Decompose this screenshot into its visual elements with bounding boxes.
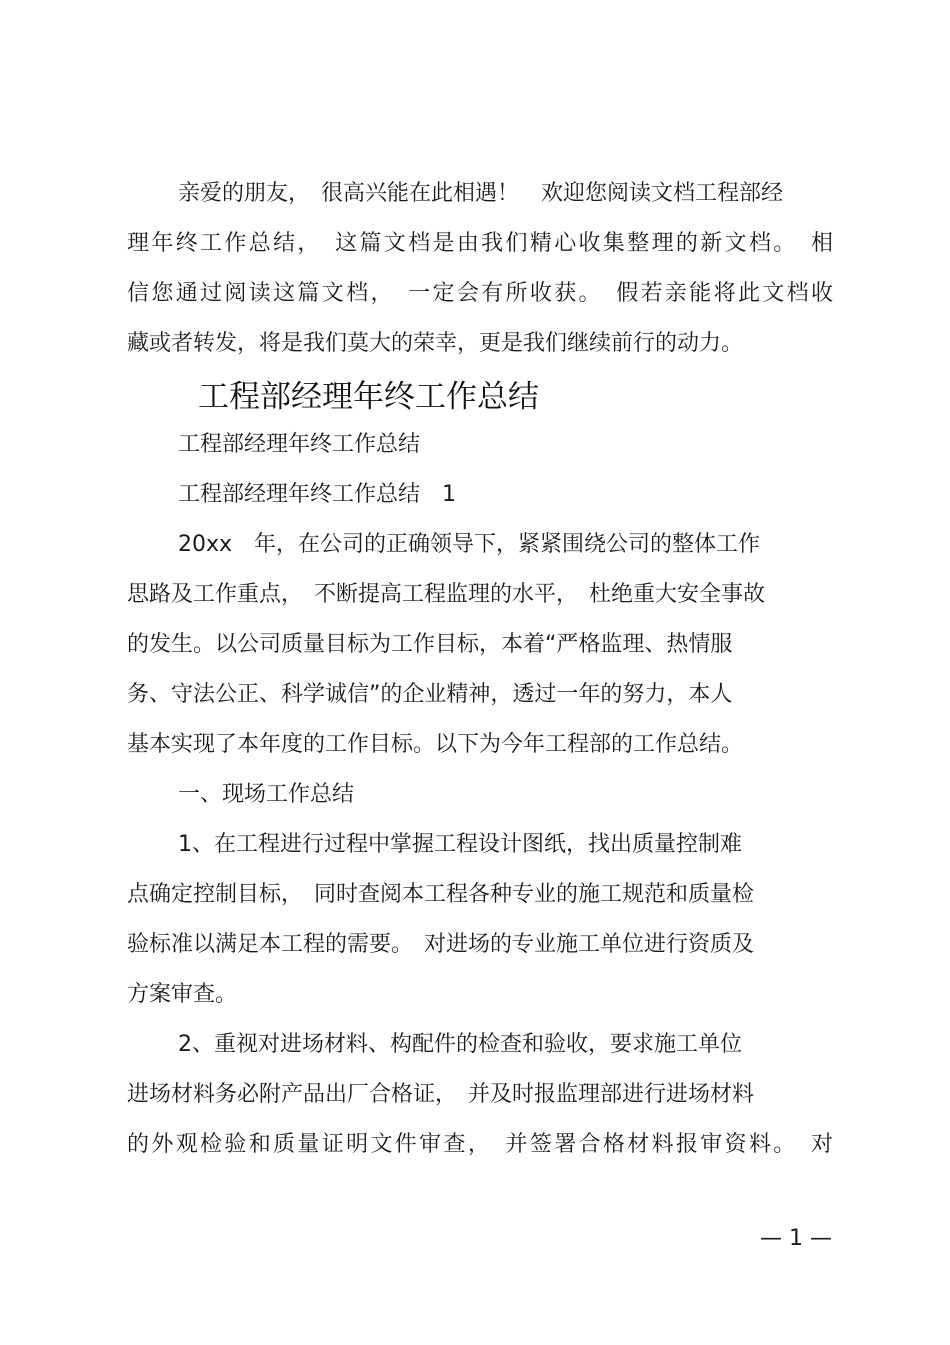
item-line: 2、重视对进场材料、构配件的检查和验收，要求施工单位 <box>178 1032 742 1057</box>
item-line: 点确定控制目标， 同时查阅本工程各种专业的施工规范和质量检 <box>127 882 755 907</box>
item-line: 1、在工程进行过程中掌握工程设计图纸，找出质量控制难 <box>178 832 742 857</box>
item-line: 的外观检验和质量证明文件审查， 并签署合格材料报审资料。 对 <box>127 1132 833 1157</box>
item-line: 验标准以满足本工程的需要。 对进场的专业施工单位进行资质及 <box>127 932 755 957</box>
item-line: 方案审查。 <box>127 982 238 1007</box>
section-heading: 工程部经理年终工作总结 1 <box>178 482 456 507</box>
intro-line-4: 藏或者转发，将是我们莫大的荣幸，更是我们继续前行的动力。 <box>127 331 744 356</box>
paragraph-line: 的发生。以公司质量目标为工作目标，本着“严格监理、热情服 <box>127 632 733 657</box>
document-title: 工程部经理年终工作总结 <box>198 379 539 415</box>
paragraph-line: 思路及工作重点， 不断提高工程监理的水平， 杜绝重大安全事故 <box>127 582 766 607</box>
page-number: — 1 — <box>760 1226 832 1251</box>
intro-line-1: 亲爱的朋友， 很高兴能在此相遇！ 欢迎您阅读文档工程部经 <box>178 181 784 206</box>
paragraph-line: 务、守法公正、科学诚信”的企业精神，透过一年的努力，本人 <box>127 682 733 707</box>
intro-line-2: 理年终工作总结， 这篇文档是由我们精心收集整理的新文档。 相 <box>127 231 833 256</box>
item-line: 进场材料务必附产品出厂合格证， 并及时报监理部进行进场材料 <box>127 1082 755 1107</box>
document-subtitle: 工程部经理年终工作总结 <box>178 432 421 457</box>
paragraph-line: 20xx 年，在公司的正确领导下，紧紧围绕公司的整体工作 <box>178 532 761 557</box>
paragraph-line: 基本实现了本年度的工作目标。以下为今年工程部的工作总结。 <box>127 732 744 757</box>
intro-line-3: 信您通过阅读这篇文档， 一定会有所收获。 假若亲能将此文档收 <box>127 281 833 306</box>
section-title: 一、现场工作总结 <box>178 782 355 807</box>
